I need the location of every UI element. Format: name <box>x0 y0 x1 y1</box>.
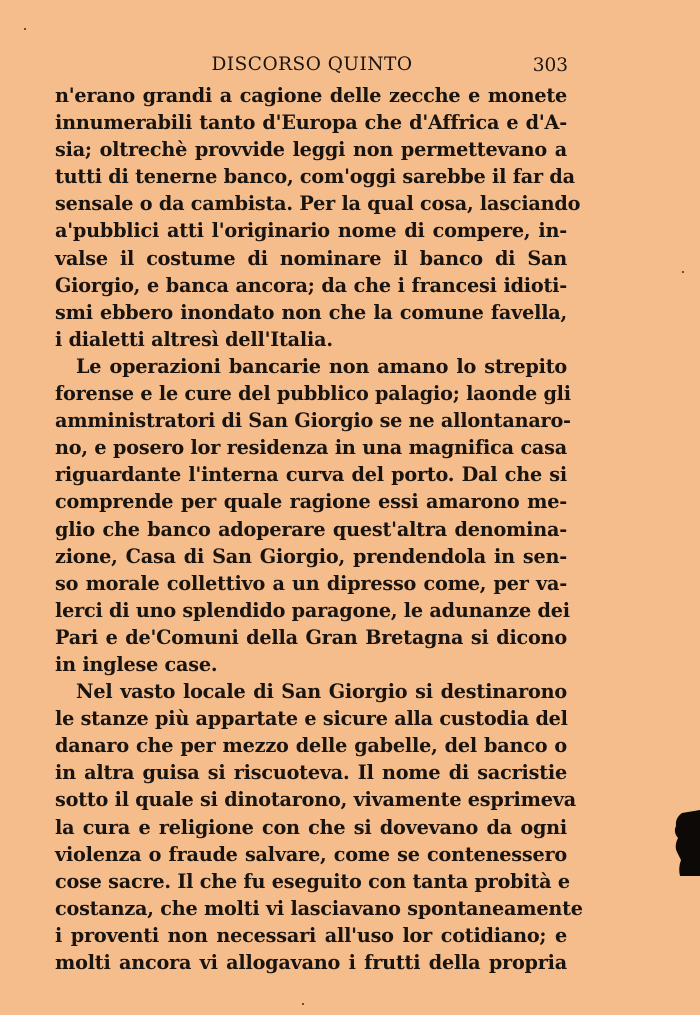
speck <box>682 271 684 273</box>
text-line: so morale collettivo a un dipresso come, per va- <box>55 571 567 595</box>
text-line: i proventi non necessari all'uso lor cotidiano; e <box>55 923 567 947</box>
text-line: tutti di tenerne banco, com'oggi sarebbe il far da <box>55 165 575 189</box>
text-line: le stanze più appartate e sicure alla custodia del <box>55 707 568 731</box>
text-line: zione, Casa di San Giorgio, prendendola in sen- <box>55 544 567 568</box>
page-number: 303 <box>532 55 568 76</box>
text-line: in altra guisa si riscuoteva. Il nome di sacristie <box>55 761 567 785</box>
page-header <box>56 54 568 80</box>
text-line: costanza, che molti vi lasciavano spontaneamente <box>55 896 583 920</box>
text-line: Pari e de'Comuni della Gran Bretagna si dicono <box>55 625 567 649</box>
running-title: DISCORSO QUINTO <box>211 54 413 75</box>
text-line: lerci di uno splendido paragone, le adunanze dei <box>55 598 570 622</box>
text-line: danaro che per mezzo delle gabelle, del banco o <box>55 734 567 758</box>
text-line: sia; oltrechè provvide leggi non permettevano a <box>55 138 567 162</box>
text-line: la cura e religione con che si dovevano da ogni <box>55 815 567 839</box>
text-line: comprende per quale ragione essi amarono me- <box>55 490 567 514</box>
text-line: smi ebbero inondato non che la comune favella, <box>55 300 567 324</box>
text-line: n'erano grandi a cagione delle zecche e monete <box>55 84 567 107</box>
text-line: sotto il quale si dinotarono, vivamente esprimeva <box>55 788 576 812</box>
text-line: violenza o fraude salvare, come se contenessero <box>55 842 567 866</box>
text-line: sensale o da cambista. Per la qual cosa, lasciando <box>55 192 581 216</box>
text-line: Giorgio, e banca ancora; da che i francesi idioti- <box>55 273 567 297</box>
text-line: a'pubblici atti l'originario nome di compere, in- <box>55 219 567 243</box>
text-line: amministratori di San Giorgio se ne allontanaro- <box>55 409 571 433</box>
ink-blot <box>672 810 700 876</box>
text-line: i dialetti altresì dell'Italia. <box>55 327 333 351</box>
text-line: Nel vasto locale di San Giorgio si destinarono <box>76 680 567 704</box>
text-line: forense e le cure del pubblico palagio; laonde gli <box>55 382 571 406</box>
text-line: glio che banco adoperare quest'altra denomina- <box>55 517 567 541</box>
text-line: cose sacre. Il che fu eseguito con tanta probità e <box>55 869 570 893</box>
body-text <box>55 82 583 976</box>
text-line: valse il costume di nominare il banco di San <box>55 246 567 270</box>
speck <box>302 1003 304 1005</box>
text-line: in inglese case. <box>55 652 218 676</box>
text-line: Le operazioni bancarie non amano lo strepito <box>76 354 567 378</box>
text-line: riguardante l'interna curva del porto. Dal che si <box>55 463 567 487</box>
text-line: no, e posero lor residenza in una magnifica casa <box>55 436 567 460</box>
speck <box>24 28 26 30</box>
text-line: molti ancora vi allogavano i frutti della propria <box>55 951 567 974</box>
text-line: innumerabili tanto d'Europa che d'Affrica e d'A- <box>55 111 567 135</box>
